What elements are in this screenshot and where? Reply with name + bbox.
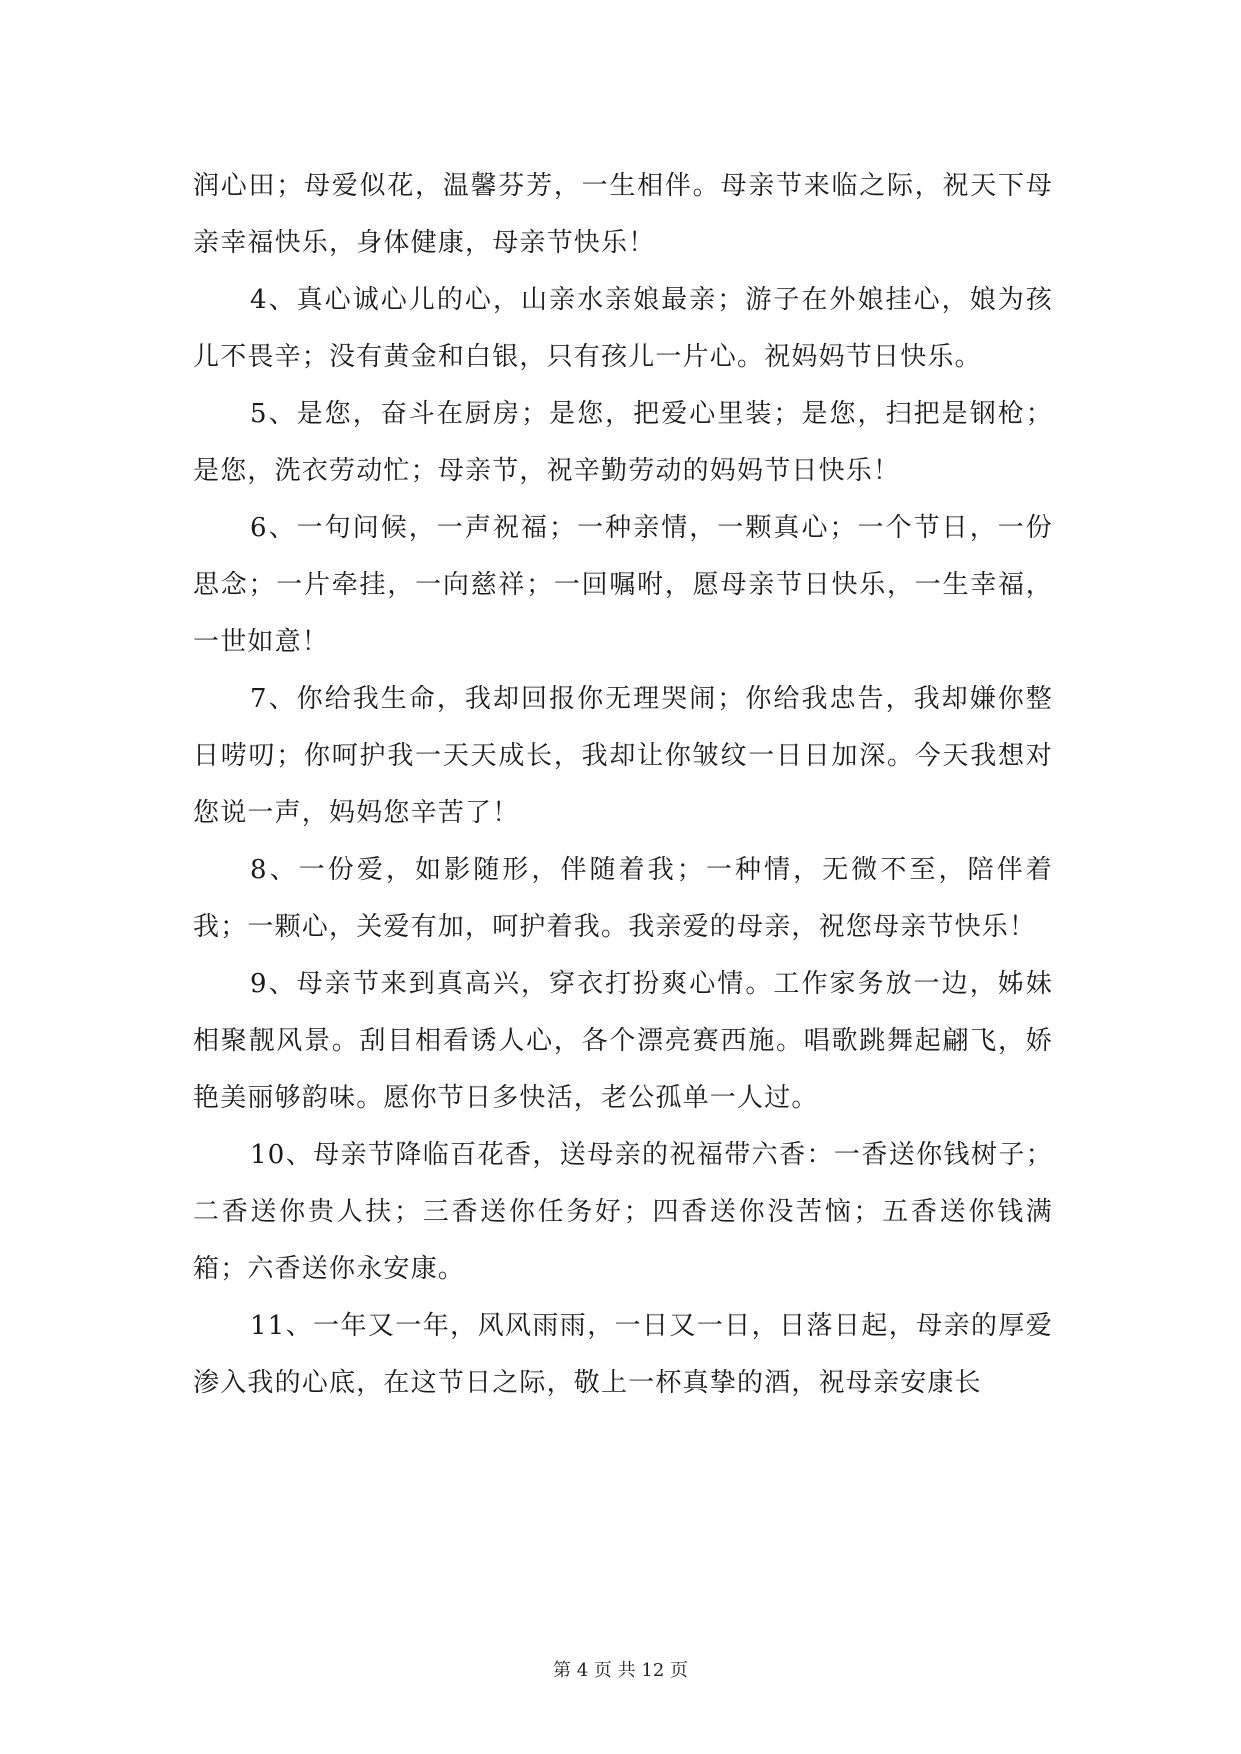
paragraph: 8、一份爱，如影随形，伴随着我；一种情，无微不至，陪伴着我；一颗心，关爱有加，呵护着我。我亲爱的母亲，祝您母亲节快乐！ (193, 855, 1053, 942)
paragraph: 5、是您，奋斗在厨房；是您，把爱心里装；是您，扫把是钢枪；是您，洗衣劳动忙；母亲节，祝辛勤劳动的妈妈节日快乐！ (193, 399, 1053, 486)
body-text (193, 158, 1053, 1412)
footer-prefix: 第 (552, 1660, 571, 1681)
paragraph: 4、真心诚心儿的心，山亲水亲娘最亲；游子在外娘挂心，娘为孩儿不畏辛；没有黄金和白银，只有孩儿一片心。祝妈妈节日快乐。 (193, 285, 1053, 372)
page-footer (0, 1659, 1241, 1683)
paragraph: 9、母亲节来到真高兴，穿衣打扮爽心情。工作家务放一边，姊妹相聚靓风景。刮目相看诱人心，各个漂亮赛西施。唱歌跳舞起翩飞，娇艳美丽够韵味。愿你节日多快活，老公孤单一人过。 (193, 969, 1053, 1113)
paragraph: 润心田；母爱似花，温馨芬芳，一生相伴。母亲节来临之际，祝天下母亲幸福快乐，身体健康，母亲节快乐！ (193, 171, 1053, 258)
paragraph: 10、母亲节降临百花香，送母亲的祝福带六香：一香送你钱树子；二香送你贵人扶；三香送你任务好；四香送你没苦恼；五香送你钱满箱；六香送你永安康。 (193, 1140, 1053, 1284)
footer-middle: 页 共 (593, 1660, 636, 1681)
footer-suffix: 页 (670, 1660, 689, 1681)
paragraph: 6、一句问候，一声祝福；一种亲情，一颗真心；一个节日，一份思念；一片牵挂，一向慈祥；一回嘱咐，愿母亲节日快乐，一生幸福，一世如意！ (193, 513, 1053, 657)
current-page-number: 4 (576, 1660, 589, 1681)
paragraph: 7、你给我生命，我却回报你无理哭闹；你给我忠告，我却嫌你整日唠叨；你呵护我一天天成长，我却让你皱纹一日日加深。今天我想对您说一声，妈妈您辛苦了！ (193, 684, 1053, 828)
paragraph: 11、一年又一年，风风雨雨，一日又一日，日落日起，母亲的厚爱渗入我的心底，在这节日之际，敬上一杯真挚的酒，祝母亲安康长 (193, 1311, 1053, 1398)
total-page-number: 12 (641, 1660, 665, 1681)
